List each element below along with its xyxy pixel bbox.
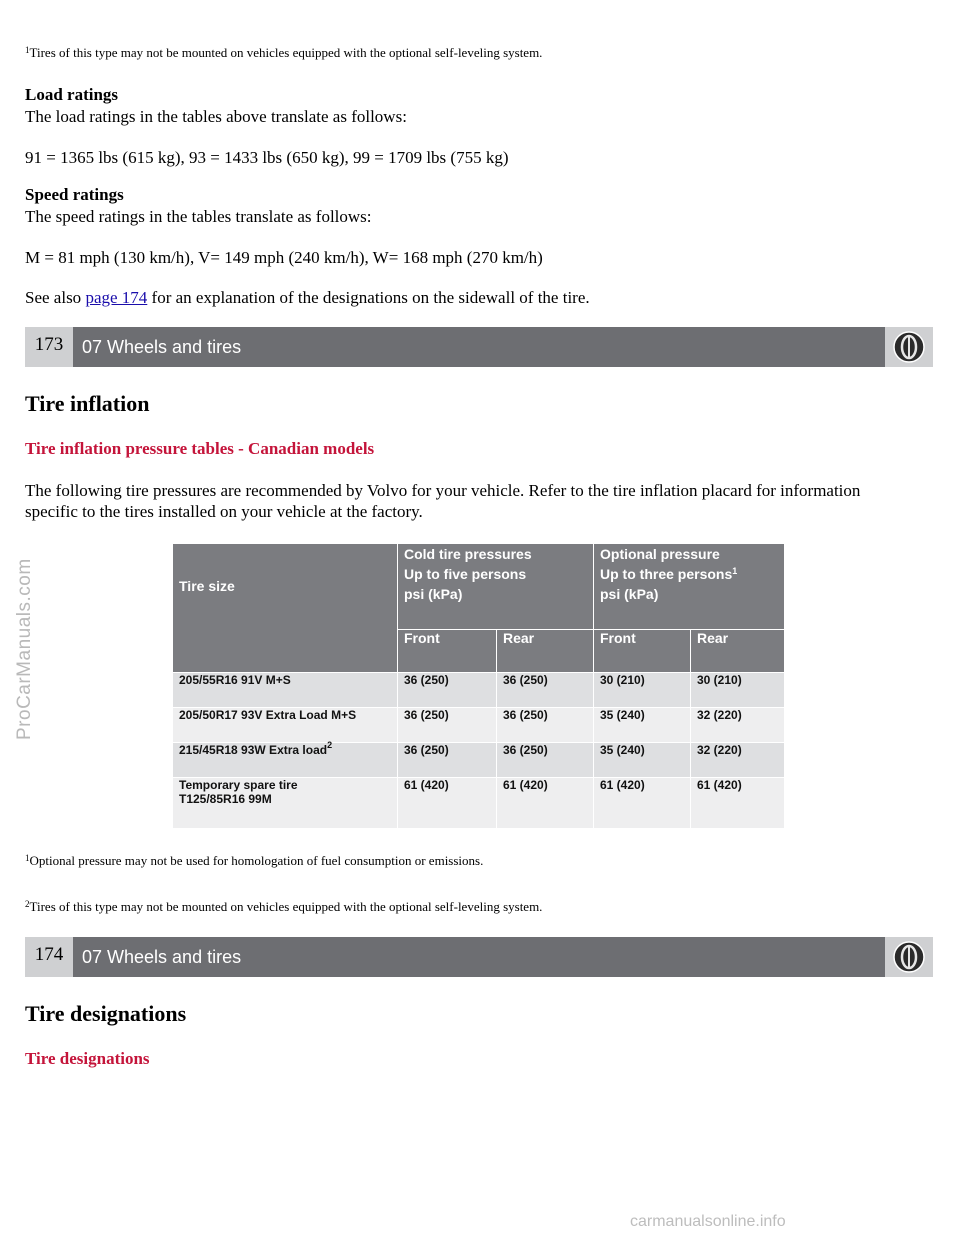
tire-inflation-subheading: Tire inflation pressure tables - Canadian models xyxy=(25,439,375,458)
cold-front-cell: 36 (250) xyxy=(398,743,497,778)
speed-ratings-intro: The speed ratings in the tables translate as follows: xyxy=(25,207,372,226)
optional-footnote-mark: 1 xyxy=(732,566,738,576)
table-header-row xyxy=(173,544,784,630)
see-also-suffix: for an explanation of the designations on the sidewall of the tire. xyxy=(147,288,590,307)
load-ratings-values: 91 = 1365 lbs (615 kg), 93 = 1433 lbs (650 kg), 99 = 1709 lbs (755 kg) xyxy=(25,148,509,167)
col-optional-pressure xyxy=(594,544,785,630)
footnote-text: Optional pressure may not be used for homologation of fuel consumption or emissions. xyxy=(29,853,484,868)
tire-size-cell xyxy=(173,740,398,778)
tire-inflation-heading: Tire inflation xyxy=(25,391,150,416)
opt-rear-cell: 30 (210) xyxy=(691,673,785,708)
load-ratings-heading: Load ratings xyxy=(25,85,119,104)
sub-cold-front: Front xyxy=(398,630,497,673)
opt-rear-cell: 32 (220) xyxy=(691,708,785,743)
opt-rear-cell: 61 (420) xyxy=(691,778,785,829)
opt-rear-cell: 32 (220) xyxy=(691,743,785,778)
tire-size: 215/45R18 93W Extra load xyxy=(179,743,328,757)
cold-rear-cell: 36 (250) xyxy=(497,708,594,743)
tire-inflation-body: The following tire pressures are recommended by Volvo for your vehicle. Refer to the tire inflation placard for information specific to the tires installed on your vehicle at the factory. xyxy=(25,481,861,521)
footnote-text: Tires of this type may not be mounted on vehicles equipped with the optional self-leveling system. xyxy=(29,899,543,914)
side-watermark: ProCarManuals.com xyxy=(14,558,35,740)
cold-front-cell: 36 (250) xyxy=(398,673,497,708)
footnote-text: Tires of this type may not be mounted on vehicles equipped with the optional self-leveling system. xyxy=(29,45,543,60)
table-row xyxy=(173,673,784,708)
table-row xyxy=(173,743,784,778)
opt-front-cell: 35 (240) xyxy=(594,743,691,778)
cold-rear-cell: 36 (250) xyxy=(497,673,594,708)
table-row xyxy=(173,778,784,829)
tire-size-cell xyxy=(173,708,398,743)
page-number: 174 xyxy=(25,937,73,977)
tire-size: 205/55R16 91V M+S xyxy=(179,673,291,687)
see-also-text xyxy=(25,287,590,308)
top-footnote xyxy=(25,45,542,61)
cold-front-cell: 61 (420) xyxy=(398,778,497,829)
speed-ratings-heading: Speed ratings xyxy=(25,185,124,204)
opt-front-cell: 35 (240) xyxy=(594,708,691,743)
tire-size-line2: T125/85R16 99M xyxy=(179,792,272,806)
tire-icon xyxy=(885,327,933,367)
tire-size-cell xyxy=(173,778,398,829)
cold-front-cell: 36 (250) xyxy=(398,708,497,743)
see-also-prefix: See also xyxy=(25,288,86,307)
chapter-bar-173 xyxy=(25,327,933,367)
tire-size: Temporary spare tire xyxy=(179,778,298,792)
table-row xyxy=(173,708,784,743)
cold-rear-cell: 36 (250) xyxy=(497,743,594,778)
optional-header-line3: psi (kPa) xyxy=(600,586,659,602)
chapter-title: 07 Wheels and tires xyxy=(82,947,242,967)
load-ratings-intro: The load ratings in the tables above translate as follows: xyxy=(25,107,407,126)
bottom-watermark: carmanualsonline.info xyxy=(630,1213,786,1230)
chapter-title: 07 Wheels and tires xyxy=(82,337,242,357)
cold-header-line1: Cold tire pressures xyxy=(404,546,532,562)
tire-icon xyxy=(885,937,933,977)
tire-pressure-table xyxy=(173,544,784,828)
footnote-mark: 1 xyxy=(25,45,30,55)
optional-header-line1: Optional pressure xyxy=(600,546,720,562)
cold-rear-cell: 61 (420) xyxy=(497,778,594,829)
tire-size: 205/50R17 93V Extra Load M+S xyxy=(179,708,357,722)
opt-front-cell: 30 (210) xyxy=(594,673,691,708)
col-cold-pressure xyxy=(398,544,594,630)
footnote-mark: 2 xyxy=(25,899,30,909)
tire-designations-heading: Tire designations xyxy=(25,1001,187,1026)
footnote-mark: 1 xyxy=(25,853,30,863)
tire-designations-subheading: Tire designations xyxy=(25,1049,150,1068)
footnote-1 xyxy=(25,853,483,869)
tire-size-cell xyxy=(173,673,398,708)
footnote-2 xyxy=(25,899,542,915)
optional-header-line2-text: Up to three persons xyxy=(600,566,733,582)
chapter-bar-174 xyxy=(25,937,933,977)
cold-header-line2: Up to five persons xyxy=(404,566,527,582)
page-174-link[interactable]: page 174 xyxy=(85,288,148,307)
page-number: 173 xyxy=(25,327,73,367)
cold-header-line3: psi (kPa) xyxy=(404,586,463,602)
sub-cold-rear: Rear xyxy=(497,630,594,673)
col-tire-size: Tire size xyxy=(173,544,398,673)
optional-header-line2 xyxy=(600,564,778,584)
sub-opt-front: Front xyxy=(594,630,691,673)
speed-ratings-values: M = 81 mph (130 km/h), V= 149 mph (240 km/h), W= 168 mph (270 km/h) xyxy=(25,248,543,267)
sub-opt-rear: Rear xyxy=(691,630,785,673)
opt-front-cell: 61 (420) xyxy=(594,778,691,829)
tire-size-footnote-mark: 2 xyxy=(327,740,333,750)
